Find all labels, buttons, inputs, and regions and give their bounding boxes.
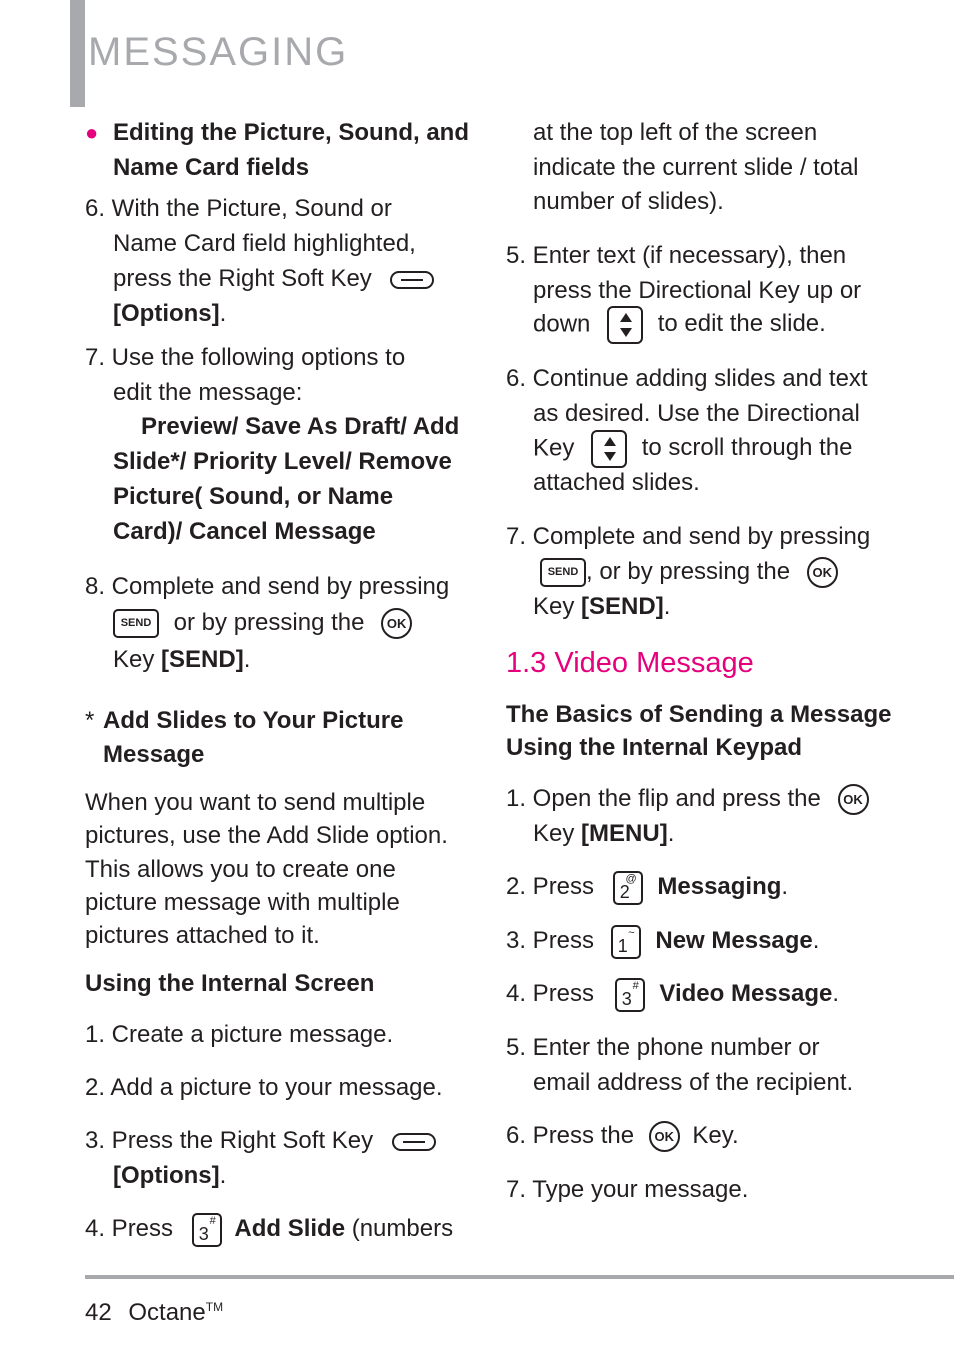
ok-key-icon: OK [649, 1121, 680, 1152]
key-3-icon: 3 # [192, 1213, 222, 1247]
right-soft-key-icon [392, 1133, 436, 1151]
options-list: Slide*/ Priority Level/ Remove [113, 448, 452, 475]
paragraph-text: pictures attached to it. [85, 922, 320, 949]
send-key-icon: SEND [113, 609, 159, 638]
step-text: 7. Complete and send by pressing [506, 523, 871, 550]
step-text: email address of the recipient. [533, 1069, 854, 1096]
step-text: 7. Use the following options to [85, 344, 406, 371]
step-text: press the Right Soft Key [113, 262, 434, 296]
step-text: at the top left of the screen [533, 119, 818, 146]
step-text: 4. Press 3 # Add Slide (numbers [85, 1212, 453, 1247]
directional-key-icon [591, 430, 627, 468]
key-1-icon: 1 ~ [611, 925, 641, 959]
footer-rule [85, 1275, 954, 1279]
options-list: Preview/ Save As Draft/ Add [141, 413, 460, 440]
step-text: 8. Complete and send by pressing [85, 573, 450, 600]
subheading: Using the Internal Screen [85, 970, 375, 997]
options-list: Card)/ Cancel Message [113, 518, 376, 545]
step-text: down to edit the slide. [533, 306, 826, 344]
note-heading: Add Slides to Your Picture [103, 707, 404, 734]
brand-name: Octane [128, 1299, 206, 1326]
footer [85, 1292, 223, 1328]
step-text: 6. With the Picture, Sound or [85, 195, 392, 222]
step-text: press the Directional Key up or [533, 277, 862, 304]
step-text: 4. Press 3 # Video Message. [506, 977, 839, 1012]
step-text: 1. Create a picture message. [85, 1021, 394, 1048]
step-text: attached slides. [533, 469, 700, 496]
step-text: 6. Press the OK Key. [506, 1119, 739, 1153]
subheading: Using the Internal Keypad [506, 734, 803, 761]
trademark: TM [205, 1300, 224, 1314]
bullet-icon: ● [85, 120, 99, 145]
step-text: Key [SEND]. [533, 593, 671, 620]
step-text: indicate the current slide / total [533, 154, 859, 181]
step-text: as desired. Use the Directional [533, 400, 860, 427]
paragraph-text: This allows you to create one [85, 856, 396, 883]
paragraph-text: picture message with multiple [85, 889, 400, 916]
key-3-icon: 3 # [615, 978, 645, 1012]
note-star: * [85, 707, 95, 734]
ok-key-icon: OK [838, 784, 869, 815]
bullet-heading: Editing the Picture, Sound, and [113, 119, 470, 146]
step-text: 2. Press 2 @ Messaging. [506, 870, 788, 905]
step-text: 3. Press 1 ~ New Message. [506, 924, 819, 959]
step-text: 7. Type your message. [506, 1176, 749, 1203]
step-text: SEND or by pressing the OK [113, 606, 412, 640]
section-title: MESSAGING [88, 30, 349, 74]
page-number: 42 [85, 1299, 112, 1326]
step-text: Name Card field highlighted, [113, 230, 416, 257]
step-text: Key [SEND]. [113, 646, 251, 673]
key-2-icon: 2 @ [613, 871, 643, 905]
step-text: [Options]. [113, 300, 227, 327]
paragraph-text: pictures, use the Add Slide option. [85, 822, 448, 849]
step-text: number of slides). [533, 188, 724, 215]
subheading: The Basics of Sending a Message [506, 701, 892, 728]
right-soft-key-icon [390, 271, 434, 289]
paragraph-text: When you want to send multiple [85, 789, 426, 816]
step-text: Key [MENU]. [533, 820, 675, 847]
step-text: 2. Add a picture to your message. [85, 1074, 443, 1101]
step-text: SEND , or by pressing the OK [540, 555, 838, 589]
options-list: Picture( Sound, or Name [113, 483, 394, 510]
step-text: 1. Open the flip and press the OK [506, 782, 869, 816]
sidebar-accent-bar [70, 0, 85, 107]
bullet-heading: Name Card fields [113, 154, 310, 181]
step-text: 6. Continue adding slides and text [506, 365, 868, 392]
step-text: Key to scroll through the [533, 430, 853, 468]
directional-key-icon [607, 306, 643, 344]
note-heading: Message [103, 741, 205, 768]
ok-key-icon: OK [807, 557, 838, 588]
section-heading: 1.3 Video Message [506, 647, 754, 679]
send-key-icon: SEND [540, 558, 586, 587]
step-text: 3. Press the Right Soft Key [85, 1124, 436, 1158]
ok-key-icon: OK [381, 608, 412, 639]
step-text: edit the message: [113, 379, 303, 406]
step-text: 5. Enter the phone number or [506, 1034, 820, 1061]
step-text: [Options]. [113, 1162, 227, 1189]
step-text: 5. Enter text (if necessary), then [506, 242, 847, 269]
